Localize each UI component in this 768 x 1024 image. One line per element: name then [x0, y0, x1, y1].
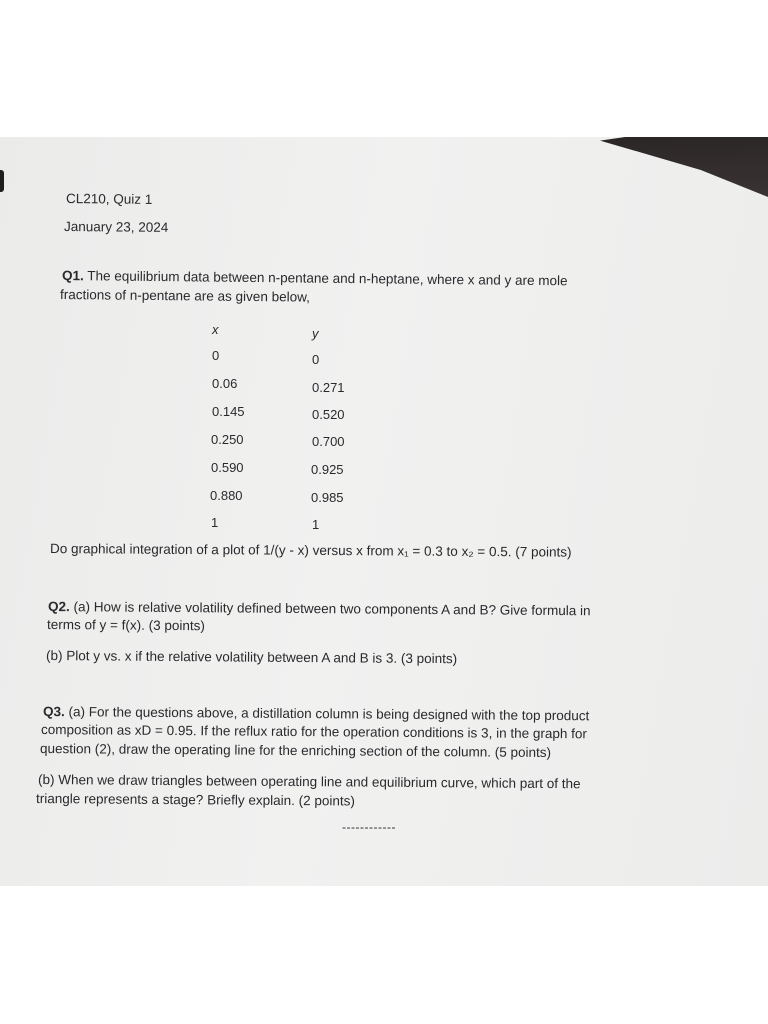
table-cell-y: 0.271	[312, 380, 345, 395]
table-cell-x: 0.590	[211, 460, 244, 475]
q1-number: Q1.	[61, 268, 84, 284]
q1-task: Do graphical integration of a plot of 1/(y - x) versus x from x₁ = 0.3 to x₂ = 0.5. (7 points)	[49, 541, 572, 560]
q1-text-1: The equilibrium data between n-pentane and n-heptane, where x and y are mole	[87, 268, 568, 289]
q3-b-line-1: (b) When we draw triangles between operating line and equilibrium curve, which part of the	[37, 772, 581, 792]
q3-b-line-2: triangle represents a stage? Briefly explain. (2 points)	[35, 791, 355, 809]
q3-a-line-2: composition as xD = 0.95. If the reflux ratio for the operation conditions is 3, in the graph for	[40, 722, 587, 742]
q2-a-line-2: terms of y = f(x). (3 points)	[46, 617, 205, 634]
q2-b-line: (b) Plot y vs. x if the relative volatility between A and B is 3. (3 points)	[45, 648, 458, 667]
table-header-y: y	[312, 326, 319, 341]
table-cell-y: 0.520	[312, 407, 345, 422]
q3-number: Q3.	[42, 704, 65, 720]
q2-number: Q2.	[47, 599, 70, 615]
table-cell-x: 0.250	[211, 432, 244, 447]
table-cell-y: 1	[312, 517, 320, 532]
q1-text-2: fractions of n-pentane are as given below,	[59, 287, 310, 305]
q3-a-line-3: question (2), draw the operating line for the enriching section of the column. (5 points)	[39, 741, 552, 761]
table-cell-y: 0.985	[311, 490, 344, 505]
course-title: CL210, Quiz 1	[65, 191, 153, 207]
table-cell-y: 0	[312, 352, 320, 367]
table-cell-y: 0.925	[311, 462, 344, 477]
table-cell-x: 0.06	[212, 376, 238, 391]
q1-line-1	[62, 268, 568, 288]
q3-a-line-1: (a) For the questions above, a distillation column is being designed with the top product	[68, 704, 590, 724]
table-cell-x: 1	[211, 515, 219, 530]
q2-line-1	[48, 599, 591, 618]
quiz-date: January 23, 2024	[63, 219, 169, 235]
table-cell-x: 0	[212, 348, 220, 363]
table-cell-x: 0.880	[210, 488, 243, 503]
table-cell-y: 0.700	[312, 434, 345, 449]
table-header-x: x	[212, 322, 219, 337]
q2-a-line-1: (a) How is relative volatility defined between two components A and B? Give formula in	[73, 599, 591, 619]
table-cell-x: 0.145	[212, 404, 245, 419]
end-divider: ------------	[342, 820, 396, 834]
q3-line-1	[43, 704, 589, 723]
